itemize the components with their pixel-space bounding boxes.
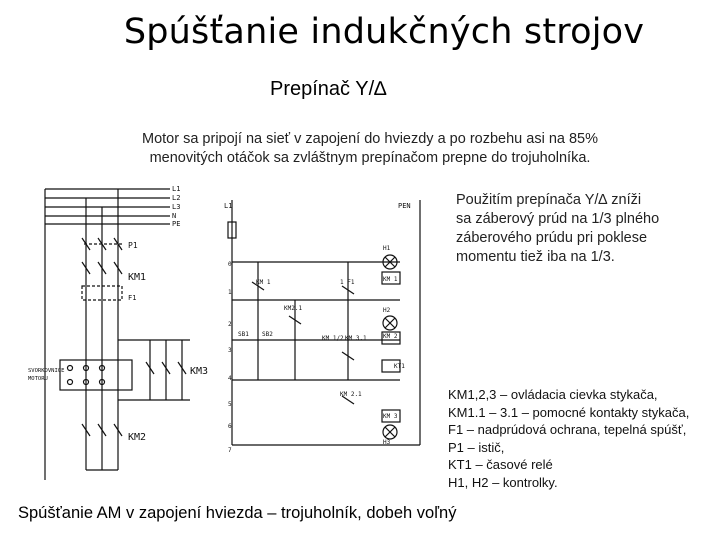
node-number: 3 <box>228 347 232 354</box>
power-label: F1 <box>128 294 137 302</box>
intro-line: Motor sa pripojí na sieť v zapojení do hviezdy a po rozbehu asi na 85% <box>141 131 598 147</box>
control-label: KM 1 <box>256 279 271 286</box>
legend-item: KM1.1 – 3.1 – pomocné kontakty stykača, <box>448 404 690 420</box>
node-number: 4 <box>228 375 232 382</box>
supply-label: L3 <box>172 203 181 211</box>
control-label: PEN <box>398 202 411 210</box>
legend-item: KM1,2,3 – ovládacia cievka stykača, <box>448 387 658 402</box>
node-number: 1 <box>228 289 232 296</box>
note-line: záberového prúdu pri poklese <box>456 230 648 246</box>
control-label: KM 1/2 <box>322 335 344 342</box>
note-line: Použitím prepínača Y/∆ zníži <box>456 192 642 208</box>
subtitle: Prepínač Y/∆ <box>270 78 387 100</box>
supply-label: PE <box>172 220 181 228</box>
power-label: KM2 <box>128 432 147 443</box>
control-label: KM 3 <box>383 413 398 420</box>
supply-label: L1 <box>172 185 181 193</box>
control-label: KM 2 <box>383 333 398 340</box>
terminal-label: MOTORU <box>28 376 48 382</box>
control-label: H1 <box>383 245 391 252</box>
supply-label: N <box>172 212 177 220</box>
control-label: KM 1 <box>383 276 398 283</box>
legend-item: H1, H2 – kontrolky. <box>448 474 558 490</box>
page-title: Spúšťanie indukčných strojov <box>123 12 645 52</box>
control-label: KM2.1 <box>284 305 303 312</box>
node-number: 0 <box>228 261 232 268</box>
power-label: KM3 <box>190 366 209 377</box>
supply-label: L2 <box>172 194 181 202</box>
control-label: H3 <box>383 439 391 446</box>
control-label: SB1 <box>238 331 249 338</box>
control-label: SB2 <box>262 331 273 338</box>
note-line: sa záberový prúd na 1/3 plného <box>456 211 660 227</box>
control-label: H2 <box>383 307 391 314</box>
node-number: 6 <box>228 423 232 430</box>
power-label: KM1 <box>128 272 147 283</box>
control-label: KT1 <box>394 363 405 370</box>
caption: Spúšťanie AM v zapojení hviezda – trojuholník, dobeh voľný <box>18 504 457 522</box>
power-label: P1 <box>128 241 138 250</box>
control-label: KM 2.1 <box>340 391 362 398</box>
control-label: L1 <box>224 202 233 210</box>
control-label: KM 3.1 <box>345 335 367 342</box>
control-label: 1 F1 <box>340 279 355 286</box>
legend-item: P1 – istič, <box>448 439 505 455</box>
node-number: 7 <box>228 447 232 454</box>
legend-item: KT1 – časové relé <box>448 457 553 473</box>
terminal-label: SVORKOVNICE <box>28 368 65 374</box>
intro-line: menovitých otáčok sa zvláštnym prepínačom prepne do trojuholníka. <box>149 150 591 166</box>
node-number: 5 <box>228 401 232 408</box>
node-number: 2 <box>228 321 232 328</box>
note-line: momentu tiež iba na 1/3. <box>456 249 615 265</box>
legend-item: F1 – nadprúdová ochrana, tepelná spúšť, <box>448 422 687 438</box>
